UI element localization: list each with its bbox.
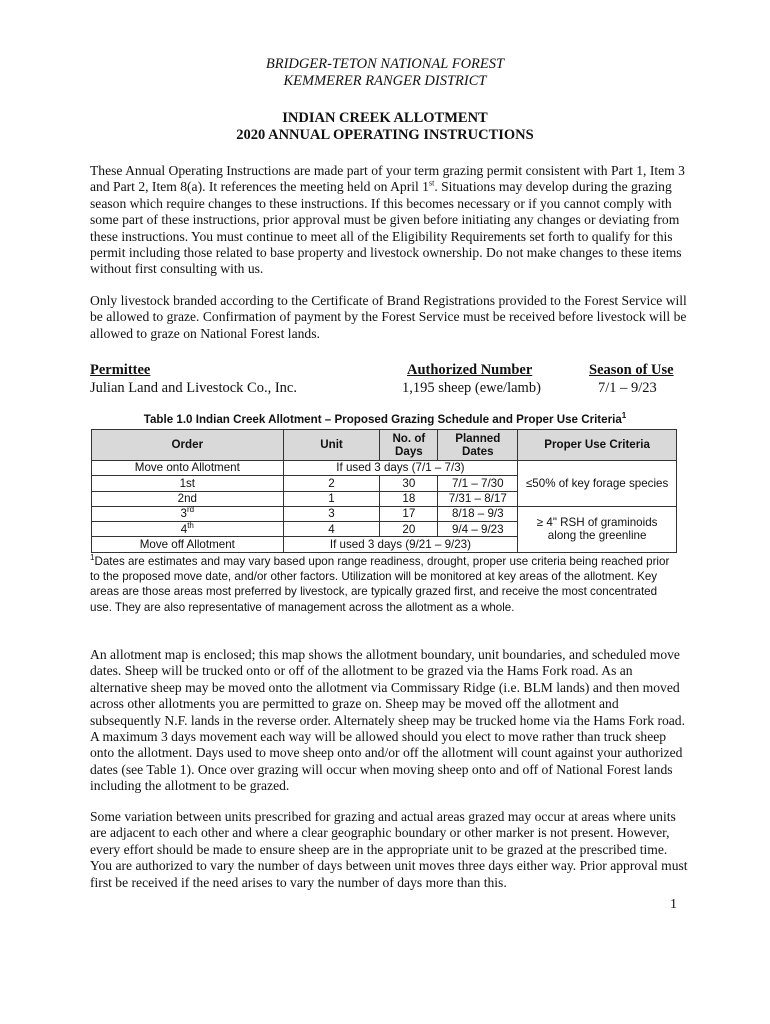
days-cell: 17 — [380, 506, 438, 521]
move-note-cell: If used 3 days (7/1 – 7/3) — [283, 461, 518, 476]
district-name: KEMMERER RANGER DISTRICT — [283, 73, 487, 89]
dates-cell: 7/1 – 7/30 — [438, 476, 518, 491]
order-cell: Move off Allotment — [92, 537, 284, 552]
intro-paragraph: These Annual Operating Instructions are made part of your term grazing permit consistent with Part 1, Item 3 and Part 2, Item 8(a). It references the meeting held on April 1st. Situations may develop during the grazing season which require changes to these instructions. If this becomes necessary or if you cannot comply with some part of these instructions, prior approval must be given before initiating any changes or deviating from these instructions. You must continue to meet all of the Eligibility Requirements set forth to qualify for this permit including those related to base property and livestock ownership. Do not make changes to these items without first consulting with us. — [90, 163, 685, 277]
document-title: 2020 ANNUAL OPERATING INSTRUCTIONS — [236, 127, 534, 143]
unit-cell: 1 — [283, 491, 380, 506]
table-row — [92, 461, 677, 476]
days-cell: 30 — [380, 476, 438, 491]
order-cell: Move onto Allotment — [92, 461, 284, 476]
dates-cell: 9/4 – 9/23 — [438, 522, 518, 537]
brand-paragraph: Only livestock branded according to the Certificate of Brand Registrations provided to the Forest Service will be allowed to graze. Confirmation of payment by the Forest Service must be received before livestock will be allowed to graze on National Forest lands. — [90, 293, 687, 341]
days-header: No. of Days — [380, 430, 438, 461]
table-row — [92, 506, 677, 521]
unit-cell: 2 — [283, 476, 380, 491]
order-cell: 1st — [92, 476, 284, 491]
order-cell: 4th — [92, 522, 284, 537]
criteria-rsh-cell: ≥ 4" RSH of graminoids along the greenline — [518, 506, 677, 552]
unit-variation-paragraph: Some variation between units prescribed for grazing and actual areas grazed may occur at areas where units are adjacent to each other and where a clear geographic boundary or other marker is not present. However, every effort should be made to ensure sheep are in the appropriate unit to be grazed at the prescribed time. You are authorized to vary the number of days between unit moves three days either way. Prior approval must first be received if the need arises to vary the number of days more than this. — [90, 809, 688, 890]
days-cell: 18 — [380, 491, 438, 506]
permittee-value: Julian Land and Livestock Co., Inc. — [90, 380, 297, 396]
season-label: Season of Use — [589, 362, 674, 378]
dates-cell: 7/31 – 8/17 — [438, 491, 518, 506]
page-number: 1 — [670, 897, 677, 912]
dates-cell: 8/18 – 9/3 — [438, 506, 518, 521]
table-footnote: $^1$Dates are estimates and may vary based upon range readiness, drought, proper use criteria being reached prior to the proposed move date, and/or other factors. Utilization will be monitored at key areas of the allotment. Key areas are those areas most preferred by livestock, are typically grazed first, and receive the most concentrated use. They are also representative of management across the allotment as a whole. — [90, 553, 670, 614]
allotment-title: INDIAN CREEK ALLOTMENT — [282, 110, 488, 126]
unit-cell: 3 — [283, 506, 380, 521]
season-value: 7/1 – 9/23 — [598, 380, 657, 396]
grazing-schedule-table — [91, 429, 677, 553]
order-cell: 3rd — [92, 506, 284, 521]
unit-header: Unit — [283, 430, 380, 461]
permittee-label: Permittee — [90, 362, 151, 378]
forest-name: BRIDGER-TETON NATIONAL FOREST — [265, 56, 505, 72]
authorized-value: 1,195 sheep (ewe/lamb) — [402, 380, 541, 396]
table-header-row — [92, 430, 677, 461]
criteria-header: Proper Use Criteria — [518, 430, 677, 461]
criteria-forage-cell: ≤50% of key forage species — [518, 461, 677, 507]
dates-header: Planned Dates — [438, 430, 518, 461]
move-note-cell: If used 3 days (9/21 – 9/23) — [283, 537, 518, 552]
order-header: Order — [92, 430, 284, 461]
order-cell: 2nd — [92, 491, 284, 506]
days-cell: 20 — [380, 522, 438, 537]
authorized-label: Authorized Number — [407, 362, 533, 378]
allotment-map-paragraph: An allotment map is enclosed; this map shows the allotment boundary, unit boundaries, and scheduled move dates. Sheep will be trucked onto or off of the allotment to be grazed via the Hams Fork road. As an alternative sheep may be moved onto the allotment via Commissary Ridge (i.e. BLM lands) and then moved across other allotments you are permitted to graze on. Sheep may be moved off the allotment and subsequently N.F. lands in the reverse order. Alternately sheep may be trucked home via the Hams Fork road. A maximum 3 days movement each way will be allowed should you elect to move rather than truck sheep onto the allotment. Days used to move sheep onto and/or off the allotment will count against your authorized dates (see Table 1). Once over grazing will occur when moving sheep onto and off of National Forest lands including the allotment to be grazed. — [90, 647, 685, 794]
table-caption: Table 1.0 Indian Creek Allotment – Proposed Grazing Schedule and Proper Use Criteria$^1$ — [143, 411, 627, 426]
unit-cell: 4 — [283, 522, 380, 537]
